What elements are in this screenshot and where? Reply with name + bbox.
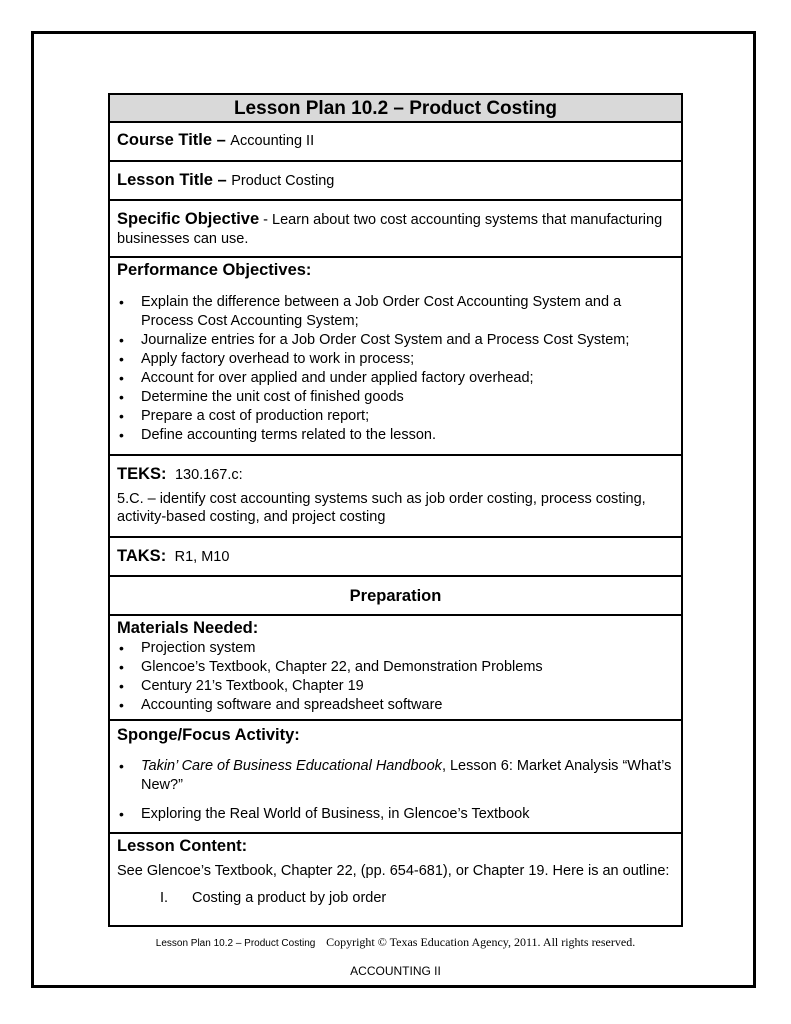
outline-number: I. bbox=[160, 890, 169, 906]
list-item: • Exploring the Real World of Business, in Glencoe’s Textbook bbox=[117, 805, 674, 824]
course-title-value: Accounting II bbox=[230, 133, 315, 149]
outline-item bbox=[117, 889, 674, 907]
lesson-content-heading: Lesson Content: bbox=[117, 837, 248, 855]
lesson-plan-title: Lesson Plan 10.2 – Product Costing bbox=[110, 95, 681, 123]
materials-needed-row bbox=[110, 616, 681, 721]
course-title-label: Course Title – bbox=[117, 131, 226, 149]
preparation-heading: Preparation bbox=[110, 577, 681, 616]
materials-needed-heading: Materials Needed: bbox=[117, 619, 259, 637]
specific-objective-label: Specific Objective bbox=[117, 210, 260, 228]
performance-objectives-list bbox=[117, 293, 674, 445]
list-item: • Define accounting terms related to the lesson. bbox=[117, 426, 674, 445]
lesson-content-text: See Glencoe’s Textbook, Chapter 22, (pp. 654-681), or Chapter 19. Here is an outline: bbox=[117, 863, 670, 879]
taks-value: R1, M10 bbox=[174, 549, 230, 565]
footer bbox=[0, 935, 791, 950]
lesson-content-row bbox=[110, 834, 681, 925]
list-item: • Explain the difference between a Job Order Cost Accounting System and a Process Cost Accounting System; bbox=[117, 293, 674, 331]
teks-row bbox=[110, 456, 681, 538]
list-item: • Projection system bbox=[117, 639, 674, 658]
list-item: • Century 21’s Textbook, Chapter 19 bbox=[117, 677, 674, 696]
outline-text: Costing a product by job order bbox=[192, 890, 387, 906]
list-item: • Apply factory overhead to work in process; bbox=[117, 350, 674, 369]
materials-list bbox=[117, 639, 674, 715]
performance-objectives-heading: Performance Objectives: bbox=[117, 261, 312, 279]
lesson-title-label: Lesson Title – bbox=[117, 171, 227, 189]
sponge-focus-row bbox=[110, 721, 681, 834]
footer-lesson-title: Lesson Plan 10.2 – Product Costing bbox=[155, 938, 316, 949]
teks-value: 130.167.c: bbox=[174, 467, 243, 483]
lesson-title-row bbox=[110, 162, 681, 201]
teks-label: TEKS: bbox=[117, 465, 167, 483]
sponge-list bbox=[117, 757, 674, 824]
list-item: • Glencoe’s Textbook, Chapter 22, and Demonstration Problems bbox=[117, 658, 674, 677]
sponge-focus-heading: Sponge/Focus Activity: bbox=[117, 726, 300, 744]
teks-text: 5.C. – identify cost accounting systems such as job order costing, process costing, activity-based costing, and project costing bbox=[117, 491, 646, 525]
list-item: • Account for over applied and under applied factory overhead; bbox=[117, 369, 674, 388]
handbook-title: Takin’ Care of Business Educational Handbook bbox=[141, 758, 442, 774]
footer-copyright: Copyright © Texas Education Agency, 2011. All rights reserved. bbox=[326, 935, 636, 949]
lesson-title-value: Product Costing bbox=[231, 173, 335, 189]
lesson-plan-table bbox=[108, 93, 683, 927]
taks-label: TAKS: bbox=[117, 547, 167, 565]
list-item: • Takin’ Care of Business Educational Handbook, Lesson 6: Market Analysis “What’s New?” bbox=[117, 757, 674, 795]
performance-objectives-row bbox=[110, 258, 681, 456]
course-title-row bbox=[110, 123, 681, 162]
footer-course-name: ACCOUNTING II bbox=[350, 964, 441, 978]
taks-row bbox=[110, 538, 681, 577]
list-item: • Determine the unit cost of finished goods bbox=[117, 388, 674, 407]
specific-objective-text: - Learn about two cost accounting systems that manufacturing businesses can use. bbox=[117, 212, 663, 247]
list-item: • Accounting software and spreadsheet software bbox=[117, 696, 674, 715]
list-item: • Journalize entries for a Job Order Cost System and a Process Cost System; bbox=[117, 331, 674, 350]
specific-objective-row bbox=[110, 201, 681, 258]
list-item: • Prepare a cost of production report; bbox=[117, 407, 674, 426]
